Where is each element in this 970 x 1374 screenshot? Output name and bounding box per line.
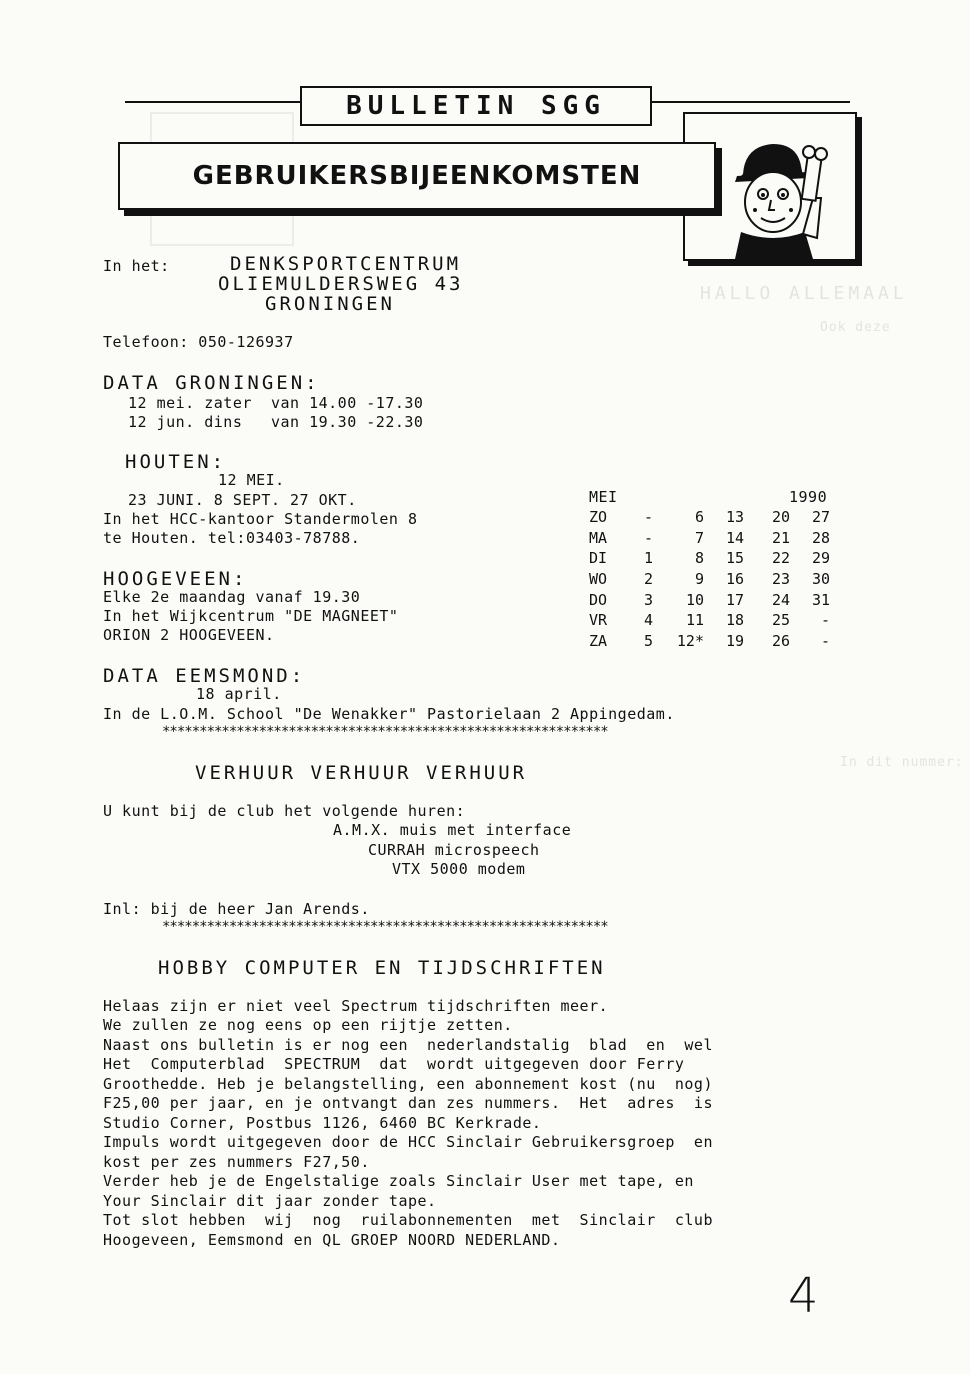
- verhuur-heading: VERHUUR VERHUUR VERHUUR: [195, 762, 528, 784]
- calendar-day: ZA: [589, 632, 608, 651]
- hobby-heading: HOBBY COMPUTER EN TIJDSCHRIFTEN: [158, 957, 606, 979]
- groningen-row2: 12 jun. dins van 19.30 -22.30: [128, 413, 424, 431]
- hobby-line: Studio Corner, Postbus 1126, 6460 BC Kerkrade.: [103, 1114, 542, 1132]
- calendar-day: DO: [589, 590, 608, 609]
- houten-heading: HOUTEN:: [125, 451, 227, 473]
- calendar-cell: 16: [725, 570, 744, 589]
- calendar-cell: 25: [771, 611, 790, 630]
- calendar-cell: 19: [725, 632, 744, 651]
- calendar-cell: 7: [694, 528, 704, 547]
- hobby-line: F25,00 per jaar, en je ontvangt dan zes nummers. Het adres is: [103, 1094, 713, 1112]
- hobby-line: Helaas zijn er niet veel Spectrum tijdschriften meer.: [103, 997, 609, 1015]
- calendar-cell: 29: [811, 549, 830, 568]
- venue-line2: OLIEMULDERSWEG 43: [218, 273, 464, 295]
- venue-phone: Telefoon: 050-126937: [103, 333, 294, 351]
- calendar-row: [589, 591, 830, 612]
- calendar-cell: 24: [771, 590, 790, 609]
- calendar-cell: 28: [811, 528, 830, 547]
- hobby-line: Naast ons bulletin is er nog een nederlandstalig blad en wel: [103, 1036, 713, 1054]
- calendar-cell: -: [644, 508, 654, 526]
- bleed-through-text: HALLO ALLEMAAL: [700, 283, 908, 304]
- bleed-through-text: In dit nummer:: [840, 755, 964, 770]
- calendar-cell: 17: [725, 590, 744, 609]
- eemsmond-heading: DATA EEMSMOND:: [103, 665, 306, 687]
- hoogeveen-line1: Elke 2e maandag vanaf 19.30: [103, 588, 361, 606]
- masthead-title-box: [300, 86, 652, 126]
- calendar-day: DI: [589, 549, 608, 568]
- calendar-day: MA: [589, 528, 608, 547]
- calendar-cell: 11: [685, 611, 704, 630]
- separator-stars: ************************************************************: [162, 919, 608, 935]
- calendar-cell: -: [820, 611, 830, 630]
- verhuur-item: CURRAH microspeech: [368, 841, 540, 859]
- calendar-cell: -: [820, 632, 830, 651]
- houten-location2: te Houten. tel:03403-78788.: [103, 529, 361, 547]
- groningen-heading: DATA GRONINGEN:: [103, 372, 320, 394]
- calendar-day: VR: [589, 611, 608, 630]
- section-title: GEBRUIKERSBIJEENKOMSTEN: [192, 161, 642, 191]
- bleed-through-text: Ook deze: [820, 320, 891, 335]
- calendar-cell: -: [644, 528, 654, 547]
- separator-stars: ************************************************************: [162, 724, 608, 740]
- calendar-cell: 26: [771, 632, 790, 651]
- verhuur-intro: U kunt bij de club het volgende huren:: [103, 802, 466, 820]
- calendar-cell: 8: [694, 549, 704, 568]
- calendar-day: ZO: [589, 508, 608, 526]
- venue-line1: DENKSPORTCENTRUM: [230, 253, 462, 275]
- calendar-cell: 5: [644, 632, 654, 651]
- calendar-cell: 23: [771, 570, 790, 589]
- venue-label: In het:: [103, 257, 170, 275]
- groningen-row1: 12 mei. zater van 14.00 -17.30: [128, 394, 424, 412]
- page-number: 4: [788, 1268, 819, 1324]
- calendar-row: [589, 529, 830, 550]
- houten-date1: 12 MEI.: [218, 471, 285, 489]
- calendar-month: MEI: [589, 488, 618, 506]
- hobby-line: Your Sinclair dit jaar zonder tape.: [103, 1192, 437, 1210]
- calendar-cell: 20: [771, 508, 790, 526]
- hobby-line: Tot slot hebben wij nog ruilabonnementen met Sinclair club: [103, 1211, 713, 1229]
- hobby-line: We zullen ze nog eens op een rijtje zetten.: [103, 1016, 513, 1034]
- verhuur-item: VTX 5000 modem: [392, 860, 526, 878]
- calendar-cell: 12*: [676, 632, 704, 651]
- calendar-day: WO: [589, 570, 608, 589]
- verhuur-item: A.M.X. muis met interface: [333, 821, 572, 839]
- venue-line3: GRONINGEN: [265, 293, 395, 315]
- hobby-line: Hoogeveen, Eemsmond en QL GROEP NOORD NEDERLAND.: [103, 1231, 561, 1249]
- calendar-cell: 10: [685, 590, 704, 609]
- calendar-cell: 4: [644, 611, 654, 630]
- calendar-cell: 3: [644, 590, 654, 609]
- calendar-cell: 14: [725, 528, 744, 547]
- hoogeveen-line2: In het Wijkcentrum "DE MAGNEET": [103, 607, 399, 625]
- calendar-cell: 30: [811, 570, 830, 589]
- calendar-cell: 6: [694, 508, 704, 526]
- calendar-cell: 22: [771, 549, 790, 568]
- verhuur-info: Inl: bij de heer Jan Arends.: [103, 900, 370, 918]
- eemsmond-date: 18 april.: [196, 685, 282, 703]
- calendar-row: [589, 611, 830, 632]
- eemsmond-location: In de L.O.M. School "De Wenakker" Pastorielaan 2 Appingedam.: [103, 705, 675, 723]
- calendar-cell: 31: [811, 590, 830, 609]
- calendar-row: [589, 632, 830, 653]
- calendar-cell: 18: [725, 611, 744, 630]
- calendar-row: [589, 570, 830, 591]
- calendar-row: [589, 549, 830, 570]
- masthead-title: BULLETIN SGG: [346, 91, 606, 121]
- hobby-line: Groothedde. Heb je belangstelling, een abonnement kost (nu nog): [103, 1075, 713, 1093]
- calendar-row: [589, 508, 830, 529]
- hoogeveen-line3: ORION 2 HOOGEVEEN.: [103, 626, 275, 644]
- section-header-box: [118, 142, 716, 210]
- calendar-cell: 13: [725, 508, 744, 526]
- calendar-cell: 2: [644, 570, 654, 589]
- hobby-line: Verder heb je de Engelstalige zoals Sinclair User met tape, en: [103, 1172, 694, 1190]
- houten-date2: 23 JUNI. 8 SEPT. 27 OKT.: [128, 491, 357, 509]
- calendar-cell: 9: [694, 570, 704, 589]
- calendar-cell: 15: [725, 549, 744, 568]
- calendar-grid: [589, 508, 830, 653]
- houten-location1: In het HCC-kantoor Standermolen 8: [103, 510, 418, 528]
- hoogeveen-heading: HOOGEVEEN:: [103, 568, 248, 590]
- hobby-line: Impuls wordt uitgegeven door de HCC Sinclair Gebruikersgroep en: [103, 1133, 713, 1151]
- calendar-cell: 27: [811, 508, 830, 526]
- hobby-line: Het Computerblad SPECTRUM dat wordt uitgegeven door Ferry: [103, 1055, 685, 1073]
- hobby-line: kost per zes nummers F27,50.: [103, 1153, 370, 1171]
- calendar-cell: 1: [644, 549, 654, 568]
- calendar-year: 1990: [789, 488, 828, 506]
- calendar-cell: 21: [771, 528, 790, 547]
